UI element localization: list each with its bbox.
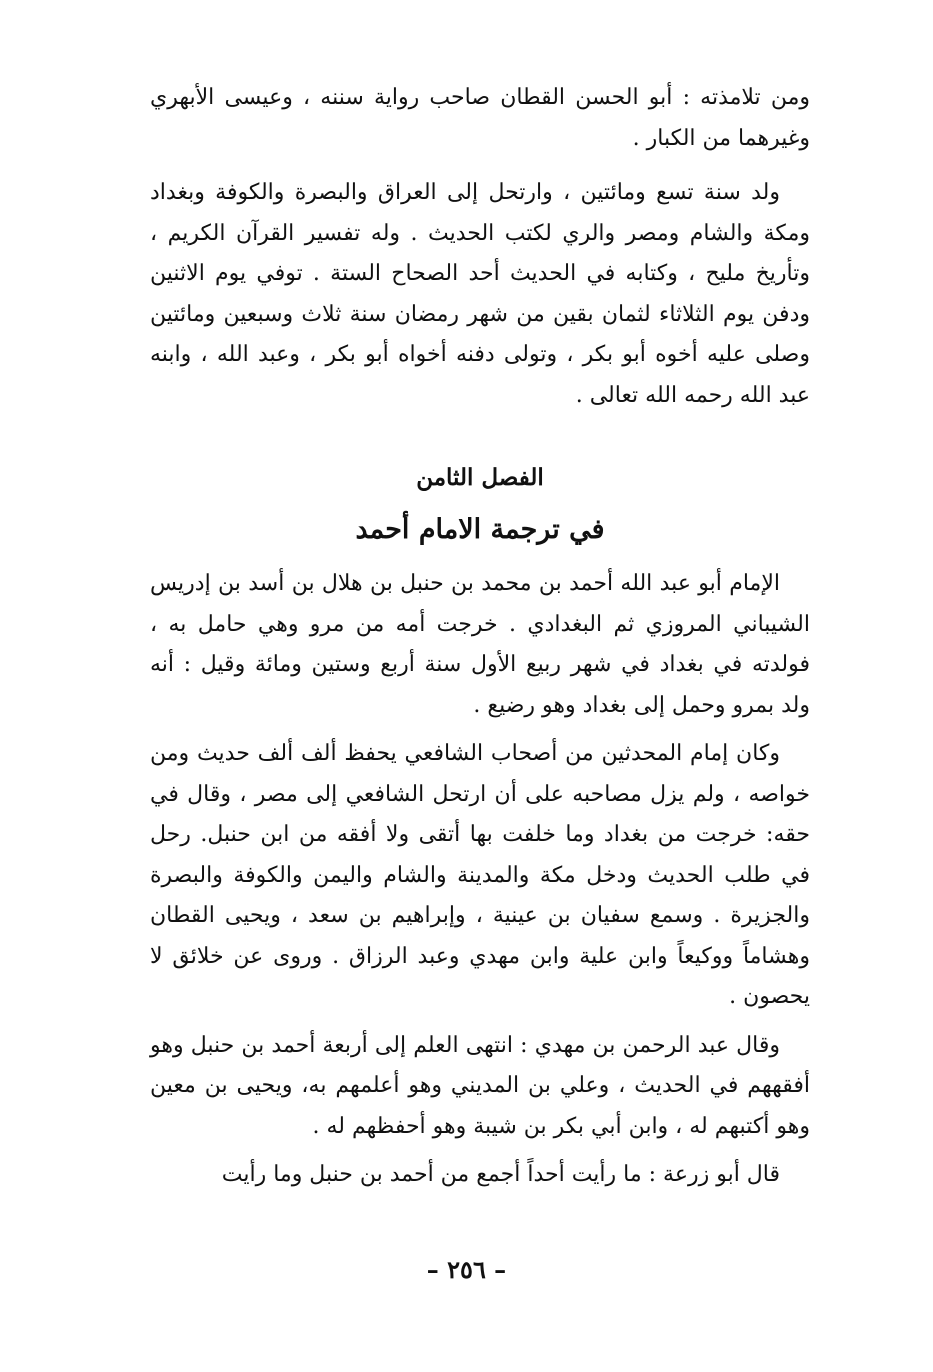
document-page <box>150 78 810 1196</box>
paragraph-ibn-mahdi-quote: وقال عبد الرحمن بن مهدي : انتهى العلم إلى أربعة أحمد بن حنبل وهو أفقههم في الحديث ، وعلي بن المديني وهو أعلمهم به، ويحيى بن معين وهو أكتبهم له ، وابن أبي بكر بن شيبة وهو أحفظهم له . <box>150 1032 810 1139</box>
chapter-subheading: في ترجمة الامام أحمد <box>355 514 605 545</box>
paragraph-lineage: الإمام أبو عبد الله أحمد بن محمد بن حنبل بن هلال بن أسد بن إدريس الشيباني المروزي ثم البغدادي . خرجت أمه من مرو وهي حامل به ، فولدته في بغداد في شهر ربيع الأول سنة أربع وستين ومائة وقيل : أنه ولد بمرو وحمل إلى بغداد وهو رضيع . <box>150 571 810 718</box>
paragraph-students: ومن تلامذته : أبو الحسن القطان صاحب رواية سننه ، وعيسى الأبهري وغيرهما من الكبار . <box>150 85 810 151</box>
paragraph-birth-travels: ولد سنة تسع ومائتين ، وارتحل إلى العراق والبصرة والكوفة وبغداد ومكة والشام ومصر والري لكتب الحديث . وله تفسير القرآن الكريم ، وتأريخ مليح ، وكتابه في الحديث أحد الصحاح الستة . توفي يوم الاثنين ودفن يوم الثلاثاء لثمان بقين من شهر رمضان سنة ثلاث وسبعين ومائتين وصلى عليه أخوه أبو بكر ، وتولى دفنه أخواه أبو بكر ، وعبد الله ، وابنه عبد الله رحمه الله تعالى . <box>150 180 810 408</box>
page-number: – ٢٥٦ – <box>426 1255 507 1284</box>
chapter-heading: الفصل الثامن <box>416 464 544 491</box>
paragraph-abu-zura-quote: قال أبو زرعة : ما رأيت أحداً أجمع من أحمد بن حنبل وما رأيت <box>221 1162 780 1187</box>
chapter-header <box>150 458 810 554</box>
paragraph-imam-of-muhaddithin: وكان إمام المحدثين من أصحاب الشافعي يحفظ ألف ألف حديث ومن خواصه ، ولم يزل مصاحبه على أن ارتحل الشافعي إلى مصر ، وقال في حقه: خرجت من بغداد وما خلفت بها أتقى ولا أفقه من ابن حنبل. رحل في طلب الحديث ودخل مكة والمدينة والشام واليمن والكوفة والبصرة والجزيرة . وسمع سفيان بن عينية ، وإبراهيم بن سعد ، ويحيى القطان وهشاماً ووكيعاً وابن علية وابن مهدي وعبد الرزاق . وروى عن خلائق لا يحصون . <box>150 741 810 1009</box>
